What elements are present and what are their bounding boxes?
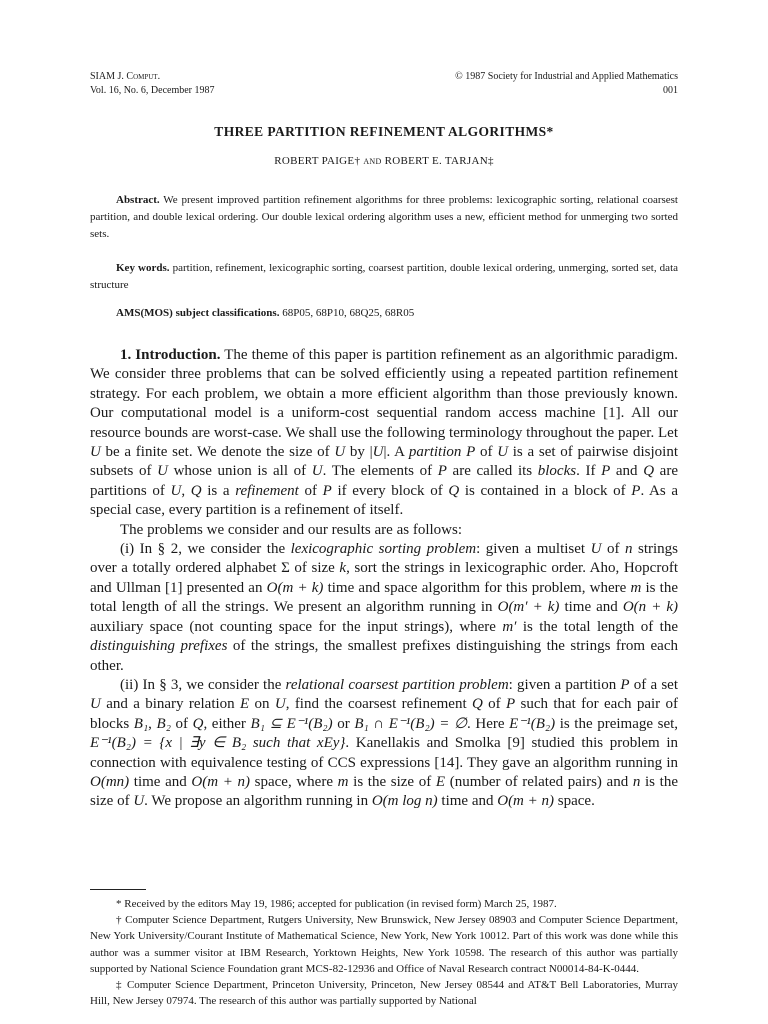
term-distinguishing-prefixes: distinguishing prefixes [90,638,228,655]
ams-classification [90,305,678,322]
text-run: . We propose an algorithm running in [144,793,372,810]
author-1: ROBERT PAIGE† [274,155,361,167]
text-run: . If [576,463,602,480]
text-run: of [170,715,193,732]
math-var: n [624,541,633,558]
text-run: space, where [250,773,338,790]
math-var: E [240,696,250,713]
text-run: time and [559,599,623,616]
problem-ii [90,676,678,812]
term-lexicographic-sorting: lexicographic sorting problem [290,541,477,558]
text-run: are partitions of [90,463,678,499]
abstract-text: We present improved partition refinement algorithms for three problems: lexicographic sorting, relational coarsest partition, and double lexical ordering. Our double lexical ordering algorithm uses a new, efficient method for unmerging two sorted sets. [90,194,678,240]
math-var: U [590,541,602,558]
math-expr: O(m′ + k) [497,599,560,616]
text-run: is the preimage set, [555,715,679,732]
text-run: is a [201,482,236,499]
text-run: by | [345,444,373,461]
author-conjunction: and [363,155,382,167]
text-run: (i) In § 2, we consider the [120,541,291,558]
journal-name-smallcaps: Comput. [126,71,161,82]
term-relational-coarsest-partition: relational coarsest partition problem [285,676,509,693]
math-var: m′ [502,618,517,635]
math-var: Q [448,482,460,499]
text-run: (number of related pairs) and [445,773,633,790]
text-run: whose union is all of [167,463,312,480]
math-var: Q [190,482,202,499]
math-var: U [334,444,346,461]
text-run: auxiliary space (not counting space for the input strings), where [90,618,503,635]
math-var: P [322,482,332,499]
intro-paragraph-1 [90,346,678,521]
text-run: are called its [446,463,538,480]
text-run: of a set [629,676,678,693]
math-var: Q [471,696,483,713]
abstract-label: Abstract. [116,194,160,206]
journal-header [90,70,215,97]
text-run: of [298,482,323,499]
text-run: and [610,463,644,480]
math-var: k [339,560,347,577]
text-run: time and space algorithm for this problem, where [323,579,631,596]
text-run: , [148,715,157,732]
math-var: Q [192,715,204,732]
text-run: on [249,696,275,713]
math-expr: B₁ ⊆ E⁻¹(B₂) [250,715,333,732]
ams-label: AMS(MOS) subject classifications. [116,307,280,319]
math-expr: E⁻¹(B₂) [509,715,556,732]
text-run: such that for each pair of blocks [90,696,678,732]
page-number: 001 [663,84,678,96]
math-var: U [157,463,168,480]
text-run: : given a partition [508,676,621,693]
math-var: B₁ [133,715,149,732]
text-run: is the size of [348,773,436,790]
text-run: of [601,541,625,558]
text-run: . Here [467,715,510,732]
math-var: B [156,715,166,732]
intro-paragraph-2: The problems we consider and our results are as follows: [120,521,462,538]
footnote-divider [90,889,146,890]
math-expr: O(mn) [90,773,130,790]
author-2: ROBERT E. TARJAN‡ [384,155,494,167]
abstract [90,192,678,243]
text-run: . As a special case, every partition is a refinement of itself. [90,482,678,519]
text-run: . The elements of [322,463,438,480]
text-run: or [332,715,355,732]
term-refinement: refinement [235,482,299,499]
text-run: is the size of [90,773,678,810]
text-run: time and [129,773,192,790]
footnote-received: * Received by the editors May 19, 1986; accepted for publication (in revised form) March 25, 1987. [116,898,557,910]
text-run: and a binary relation [100,696,241,713]
text-run: . Kanellakis and Smolka [9] studied this problem in connection with equivalence testing of CCS expressions [14]. They gave an algorithm running in [90,735,679,771]
math-var: B [133,715,143,732]
term-blocks: blocks [537,463,577,480]
problem-i [90,540,678,676]
math-expr: B₁ ∩ E⁻¹(B₂) = ∅ [354,715,468,732]
keywords-label: Key words. [116,262,170,274]
math-var: m [337,773,349,790]
math-var: P [631,482,641,499]
text-run: is contained in a block of [459,482,632,499]
math-var: U [133,793,145,810]
text-run: |. A [383,444,409,461]
keywords-text: partition, refinement, lexicographic sorting, coarsest partition, double lexical ordering, unmerging, sorted set, data structure [90,262,679,291]
text-run: of [475,444,498,461]
math-expr: O(m + n) [497,793,555,810]
text-run: : given a multiset [476,541,591,558]
text-run: be a finite set. We denote the size of [100,444,335,461]
math-var: m [630,579,642,596]
footnote-author-2: ‡ Computer Science Department, Princeton University, Princeton, New Jersey 08544 and AT&T Bell Laboratories, Murray Hill, New Jersey 07974. The research of this author was partially supported by National [90,979,678,1008]
math-var: P [505,696,516,713]
copyright-notice: © 1987 Society for Industrial and Applied Mathematics [455,71,678,82]
text-run: , [181,482,191,499]
math-var: U [497,444,509,461]
math-expr: O(m + k) [266,579,324,596]
author-line [90,155,678,167]
copyright-header [455,70,678,97]
text-run: of [482,696,506,713]
journal-volume: Vol. 16, No. 6, December 1987 [90,84,215,96]
math-var: P [437,463,447,480]
math-var: U [170,482,182,499]
math-var: U [311,463,323,480]
math-var: U [90,696,101,713]
math-expr: O(m + n) [191,773,250,790]
section-heading: 1. Introduction. [120,347,221,363]
math-var: B₂ [156,715,171,732]
math-var: n [632,773,641,790]
math-var: Q [643,463,655,480]
text-run: is the total length of the [516,618,678,635]
text-run: is the total length of all the strings. We present an algorithm running in [90,579,678,616]
text-run: of the strings, the smallest prefixes distinguishing the strings from each other. [90,638,678,674]
text-run: if every block of [331,482,449,499]
introduction-section [90,346,678,812]
text-run: , find the coarsest refinement [285,696,472,713]
text-run: , either [203,715,251,732]
text-run: (ii) In § 3, we consider the [120,676,286,693]
math-var: U [274,696,286,713]
text-run: is a set of pairwise disjoint subsets of [90,444,678,480]
footnote-author-1: † Computer Science Department, Rutgers University, New Brunswick, New Jersey 08903 and Computer Science Department, New York University/Courant Institute of Mathematical Science, New York, New York 10012. Part of this work was done while this author was a summer visitor at IBM Research, Yorktown Heights, New York 10598. The research of this author was partially supported by National Science Foundation grant MCS-82-12936 and Office of Naval Research contract N00014-84-K-0444. [90,914,678,975]
paper-page [90,0,678,1024]
math-var: P [466,444,476,461]
footnotes [90,896,678,1009]
text-run: time and [437,793,498,810]
keywords [90,260,678,294]
text-run: The theme of this paper is partition refinement as an algorithmic paradigm. We consider three problems that can be solved efficiently using a repeated partition refinement strategy. For each problem, we obtain a more efficient algorithm than those previously known. Our computational model is a uniform-cost sequential random access machine [1]. All our resource bounds are worst-case. We shall use the following terminology throughout the paper. Let [90,347,678,441]
ams-text: 68P05, 68P10, 68Q25, 68R05 [282,307,415,319]
math-expr: O(n + k) [622,599,678,616]
journal-name: SIAM J. [90,71,127,82]
math-var: E [435,773,446,790]
math-expr: E⁻¹(B₂) = {x | ∃y ∈ B₂ such that xEy} [90,735,346,752]
text-run: strings over a totally ordered alphabet Σ of size [90,541,679,577]
text-run: , sort the strings in lexicographic order. Aho, Hopcroft and Ullman [1] presented an [90,560,678,596]
math-var: P [601,463,611,480]
paper-title: THREE PARTITION REFINEMENT ALGORITHMS* [214,124,554,139]
math-var: P [620,676,630,693]
math-expr: O(m log n) [371,793,438,810]
term-partition: partition [408,444,462,461]
math-var: U [90,444,101,461]
text-run: space. [554,793,595,810]
math-var: U [372,444,384,461]
